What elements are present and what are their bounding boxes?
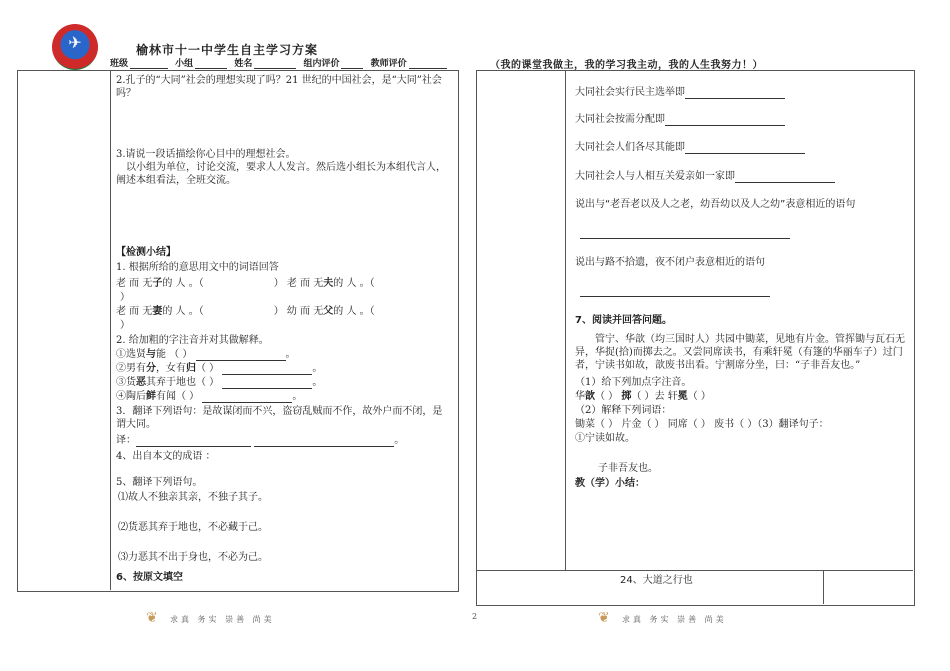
- footer-left-text: 求真 务实 崇善 尚美: [170, 615, 275, 624]
- test-2-item-1: ①选贤与能 （ ） 。: [116, 349, 296, 360]
- test-1-row-1-end: ）: [120, 292, 130, 303]
- field-teacher-eval: 教师评价: [371, 59, 449, 69]
- sub-2: （2）解释下列词语：: [575, 405, 672, 416]
- bottom-title: 24、大道之行也: [620, 575, 693, 586]
- test-1: 1. 根据所给的意思用文中的词语回答: [116, 262, 279, 273]
- test-1-row-2-end: ）: [120, 320, 130, 331]
- fill-2: 大同社会按需分配即: [575, 113, 785, 126]
- test-2: 2. 给加粗的字注音并对其做解释。: [116, 335, 269, 346]
- test-title: 【检测小结】: [116, 247, 176, 258]
- field-group-eval: 组内评价: [303, 59, 365, 69]
- question-3-body: 以小组为单位，讨论交流，要求人人发言。然后选小组长为本组代言人，阐述本组看法，全班交流。: [116, 162, 446, 186]
- sub-1: （1）给下列加点字注音。: [575, 377, 692, 388]
- right-divider: [565, 70, 566, 570]
- field-class: 班级: [110, 59, 170, 69]
- tulip-icon: ❦: [146, 610, 158, 626]
- right-bottom-row-line: [476, 570, 913, 571]
- fill-4: 大同社会人与人相互关爱亲如一家即: [575, 170, 835, 183]
- question-3-title: 3.请说一段话描绘你心目中的理想社会。: [116, 149, 296, 160]
- test-3-answer: 译： 。: [116, 435, 405, 446]
- page-number: 2: [472, 612, 478, 621]
- test-5: 5、翻译下列语句。: [116, 477, 203, 488]
- test-5-item-2: ⑵货恶其弃于地也，不必藏于己。: [118, 522, 268, 533]
- fill-6-blank: [580, 296, 770, 297]
- motto: （我的课堂我做主，我的学习我主动，我的人生我努力！）: [490, 60, 763, 71]
- test-5-item-1: ⑴故人不独亲其亲，不独子其子。: [118, 492, 268, 503]
- field-name: 姓名: [234, 59, 298, 69]
- test-4: 4、出自本文的成语 ：: [116, 451, 216, 462]
- header-fields: [110, 56, 451, 69]
- bird-icon: ✈: [68, 33, 82, 52]
- test-5-item-3: ⑶力恶其不出于身也，不必为己。: [118, 552, 268, 563]
- test-6: 6、按原文填空: [116, 572, 183, 583]
- fill-5-blank: [580, 238, 790, 239]
- sub-3-a: ①宁读如故。: [575, 433, 635, 444]
- test-1-row-1: 老 而 无子的 人 。（ ） 老 而 无夫的 人 。（: [116, 278, 375, 289]
- test-2-item-3: ③货恶其弃于地也（ ） 。: [116, 377, 323, 388]
- test-1-row-2: 老 而 无妻的 人 。（ ） 幼 而 无父的 人 。（: [116, 306, 375, 317]
- school-title: 榆林市十一中学生自主学习方案: [136, 43, 319, 57]
- question-2: 2.孔子的“大同”社会的理想实现了吗？21 世纪的中国社会，是“大同”社会吗？: [116, 75, 442, 99]
- sub-1-items: 华歆（ ） 掷（ ）去 轩冕（ ）: [575, 391, 711, 402]
- left-divider: [110, 70, 111, 590]
- sub-2-line: 锄菜（ ） 片金（ ） 同席（ ） 废书（ ）（3）翻译句子：: [575, 419, 829, 430]
- field-group: 小组: [175, 59, 229, 69]
- fill-3: 大同社会人们各尽其能即: [575, 141, 805, 154]
- right-bottom-divider: [823, 570, 824, 604]
- footer-right-text: 求真 务实 崇善 尚美: [622, 615, 727, 624]
- sub-3-b: 子非吾友也。: [598, 463, 658, 474]
- test-3: 3．翻译下列语句：是故谋闭而不兴，盗窃乱贼而不作，故外户而不闭，是谓大同。: [116, 406, 443, 430]
- fill-5: 说出与“老吾老以及人之老，幼吾幼以及人之幼”表意相近的语句: [575, 199, 856, 210]
- test-2-item-2: ②男有分，女有归（ ） 。: [116, 363, 323, 374]
- test-2-item-4: ④陶后鲜有闻（ ） 。: [116, 391, 303, 402]
- teaching-summary: 教（学）小结：: [575, 478, 645, 489]
- fill-1: 大同社会实行民主选举即: [575, 86, 785, 99]
- question-7: 7、阅读并回答问题。: [575, 315, 672, 326]
- tulip-icon-right: ❦: [598, 610, 610, 626]
- fill-6: 说出与路不拾遗，夜不闭户表意相近的语句: [575, 257, 765, 268]
- passage: 管宁、华歆（均三国时人）共园中锄菜，见地有片金。管挥锄与瓦石无异，华捉(拾)而掷去之。又尝同席读书，有乘轩冕（有篷的华丽车子）过门者，宁读书如故，歆废书出看。宁割席分坐，曰：“子非吾友也。”: [575, 334, 905, 371]
